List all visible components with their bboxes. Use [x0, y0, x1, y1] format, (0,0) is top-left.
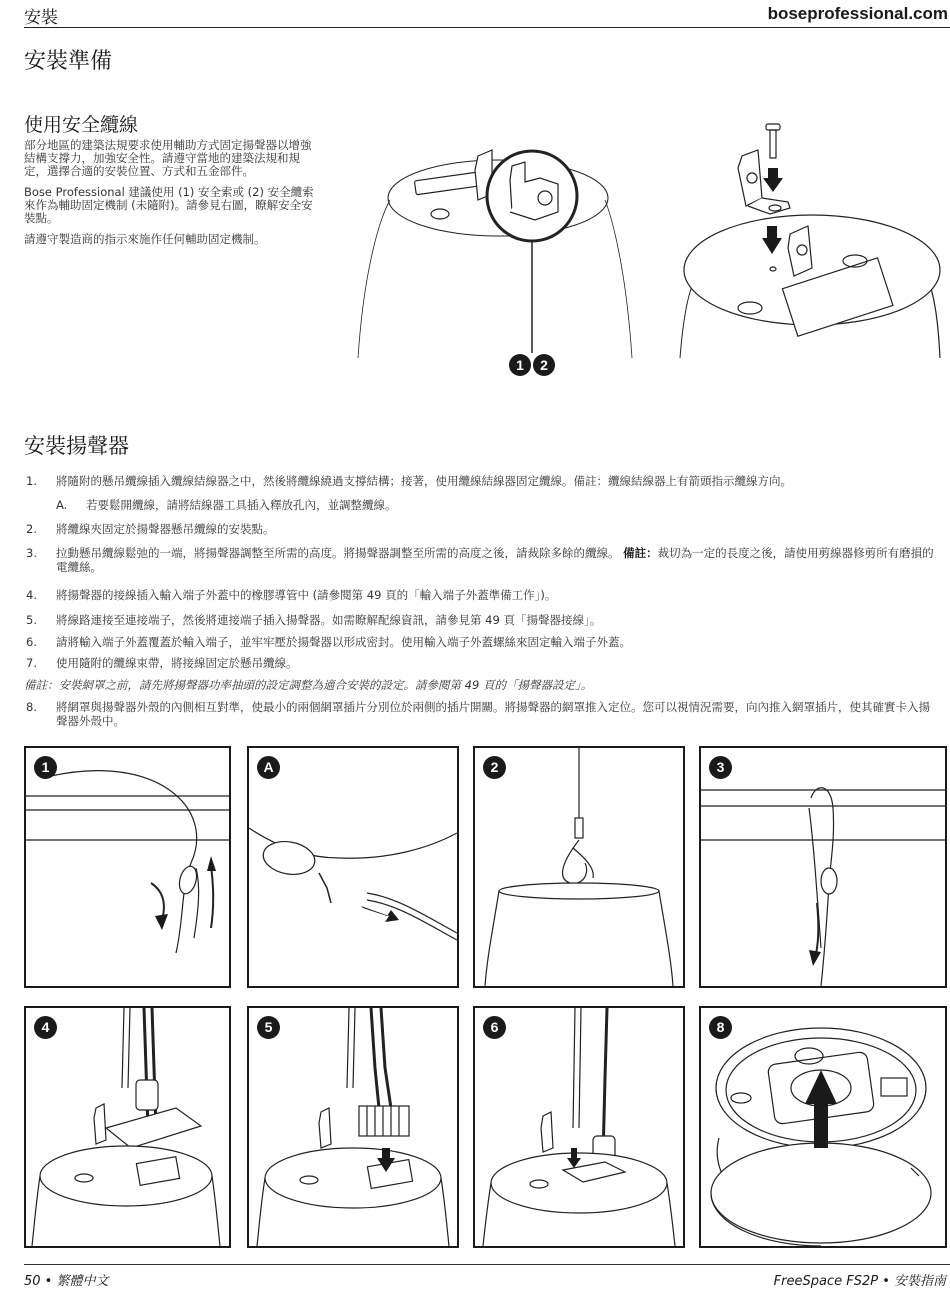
cable-release-illustration: [249, 748, 457, 986]
step-text: 將網罩與揚聲器外殼的內側相互對準，使最小的兩個網罩插片分別位於兩側的插片開關。將揚聲器的網罩推入定位。您可以視情況需要，向內推入網罩插片，使其確實卡入揚聲器外殼中。: [56, 700, 930, 728]
safety-cable-title: 使用安全纜線: [24, 114, 139, 136]
panel-step-3: [699, 746, 947, 988]
safety-paragraph: 部分地區的建築法規要求使用輔助方式固定揚聲器以增強結構支撐力，加強安全性。請遵守當地的建築法規和規定，選擇合適的安裝位置、方式和五金部件。: [24, 138, 312, 178]
cable-gripper-illustration: [26, 748, 229, 986]
page-title: 安裝準備: [24, 49, 113, 74]
panel-step-A: [247, 746, 459, 988]
step-number: 2.: [26, 522, 37, 536]
page-header: [24, 0, 950, 28]
step-number: 4.: [26, 588, 37, 602]
panel-step-5: [247, 1006, 459, 1248]
step-number: A.: [56, 498, 68, 512]
footer-rule: [24, 1264, 950, 1265]
step-text: 將纜線夾固定於揚聲器懸吊纜線的安裝點。: [56, 522, 275, 536]
panel-step-4: [24, 1006, 231, 1248]
wire-gland-illustration: [26, 1008, 229, 1246]
step-number: 3.: [26, 546, 37, 560]
footer-page-number: 50 • 繁體中文: [24, 1274, 109, 1289]
panel-badge: 2: [483, 756, 506, 779]
panel-step-6: [473, 1006, 685, 1248]
panel-step-1: [24, 746, 231, 988]
connector-illustration: [249, 1008, 457, 1246]
panel-badge: 6: [483, 1016, 506, 1039]
safety-paragraph: Bose Professional 建議使用 (1) 安全索或 (2) 安全纜索來作為輔助固定機制 (未隨附)。請參見右圖，瞭解安全安裝點。: [24, 185, 314, 225]
footer-doc-title: FreeSpace FS2P • 安裝指南: [773, 1274, 946, 1289]
panel-badge: 3: [709, 756, 732, 779]
panel-badge: 1: [34, 756, 57, 779]
step-text: 將揚聲器的接線插入輸入端子外蓋中的橡膠導管中 (請參閱第 49 頁的「輸入端子外蓋準備工作」)。: [56, 588, 557, 602]
install-speaker-title: 安裝揚聲器: [24, 434, 129, 458]
step-number: 5.: [26, 613, 37, 627]
height-adjust-illustration: [701, 748, 945, 986]
panel-badge: 5: [257, 1016, 280, 1039]
step-text-main: 拉動懸吊纜線鬆弛的一端，將揚聲器調整至所需的高度。將揚聲器調整至所需的高度之後，請裁除多餘的纜線。: [56, 546, 620, 560]
step-text: 將隨附的懸吊纜線插入纜線結線器之中，然後將纜線繞過支撐結構；接著，使用纜線結線器固定纜線。備註：纜線結線器上有箭頭指示纜線方向。: [56, 474, 792, 488]
panel-badge: A: [257, 756, 280, 779]
step-number: 1.: [26, 474, 37, 488]
panel-badge: 8: [709, 1016, 732, 1039]
terminal-cover-illustration: [475, 1008, 683, 1246]
step-text: 請將輸入端子外蓋覆蓋於輸入端子，並牢牢壓於揚聲器以形成密封。使用輸入端子外蓋螺絲來固定輸入端子外蓋。: [56, 635, 631, 649]
grille-note: 備註：安裝網罩之前，請先將揚聲器功率抽頭的設定調整為適合安裝的設定。請參閱第 49 頁的「揚聲器設定」。: [24, 678, 593, 692]
step-text: 將線路連接至連接端子，然後將連接端子插入揚聲器。如需瞭解配線資訊，請參見第 49 頁「揚聲器接線」。: [56, 613, 602, 627]
grille-install-illustration: [701, 1008, 945, 1246]
header-site-url: boseprofessional.com: [767, 4, 948, 23]
step-number: 8.: [26, 700, 37, 714]
safety-attachment-figure: [350, 108, 950, 380]
step-text: 若要鬆開纜線，請將結線器工具插入釋放孔內，並調整纜線。: [86, 498, 397, 512]
step-text-tail: 裁切為一定的長度之後，請使用剪線器修剪所有磨損的電纜絲。: [56, 546, 934, 574]
cable-clip-illustration: [475, 748, 683, 986]
step-text: 使用隨附的纜線束帶，將接線固定於懸吊纜線。: [56, 656, 298, 670]
step-number: 6.: [26, 635, 37, 649]
callout-2: 2: [540, 357, 548, 373]
callout-1: 1: [516, 357, 524, 373]
safety-intro: [24, 139, 314, 254]
panel-step-2: [473, 746, 685, 988]
safety-paragraph: 請遵守製造商的指示來施作任何輔助固定機制。: [24, 232, 266, 246]
step-text: [56, 546, 941, 574]
panel-badge: 4: [34, 1016, 57, 1039]
step-number: 7.: [26, 656, 37, 670]
step-note-label: 備註：: [623, 546, 658, 560]
panel-step-8: [699, 1006, 947, 1248]
header-section-label: 安裝: [24, 8, 58, 28]
